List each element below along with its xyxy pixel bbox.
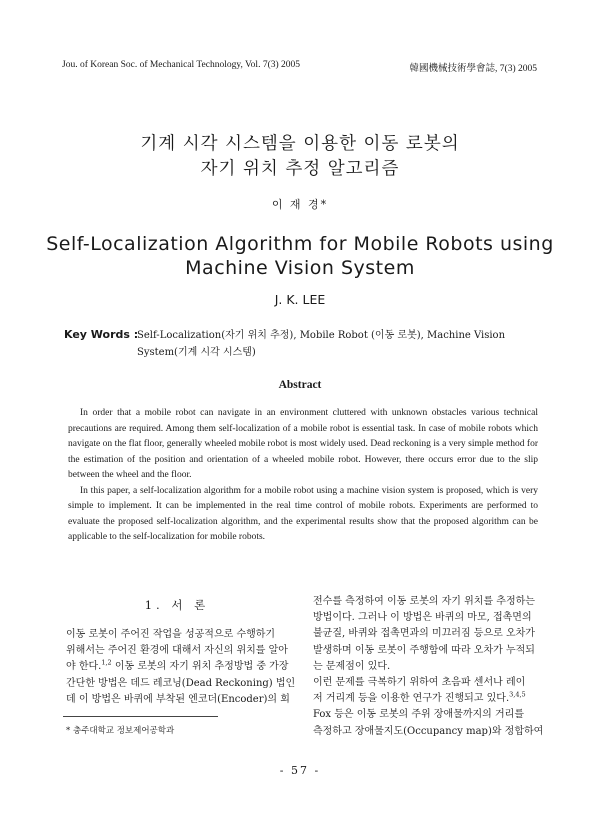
section-heading-introduction: 1. 서 론 (144, 598, 210, 612)
citation-ref: 3,4,5 (509, 690, 526, 699)
body-line: 불균질, 바퀴와 접촉면과의 미끄러짐 등으로 오차가 (313, 628, 535, 640)
title-korean-line-1: 기계 시각 시스템을 이용한 이동 로봇의 (140, 134, 460, 154)
abstract-paragraph: In order that a mobile robot can navigate in an environment cluttered with unknown obstacles various technical precautions are required. Among them self-localization of a mobile robot is essential task. In case of mobile robots which navigate on the flat floor, generally wheeled mobile robot is most widely used. Dead reckoning is a very simple method for the estimation of the position and orientation of a wheeled mobile robot. However, there occurs error due to the slip between the wheel and the floor. (68, 408, 538, 480)
body-line: 는 문제점이 있다. (313, 660, 391, 672)
body-line: Fox 등은 이동 로봇의 주위 장애물까지의 거리를 (313, 709, 525, 721)
body-line: 방법이다. 그러나 이 방법은 바퀴의 마모, 접촉면의 (313, 612, 532, 624)
abstract-heading: Abstract (278, 379, 322, 391)
keywords-text (137, 327, 535, 361)
body-line (313, 691, 537, 707)
body-line: 간단한 방법은 데드 레코닝(Dead Reckoning) 법인 (66, 677, 296, 689)
author-english: J. K. LEE (274, 292, 326, 307)
body-line-text: 야 한다. (66, 661, 102, 673)
body-line: 이동 로봇이 주어진 작업을 성공적으로 수행하기 (66, 629, 276, 640)
author-korean: 이 재 경* (271, 198, 329, 211)
body-line (66, 659, 290, 675)
page-number: - 57 - (279, 764, 321, 777)
body-column-right (313, 594, 544, 740)
title-english-line-2: Machine Vision System (185, 257, 415, 279)
body-line: 이런 문제를 극복하기 위하여 초음파 센서나 레이 (313, 677, 526, 689)
journal-header-right: 韓國機械技術學會誌, 7(3) 2005 (409, 64, 537, 74)
abstract-paragraph: In this paper, a self-localization algorithm for a mobile robot using a machine vision system is proposed, which is very simple to implement. It can be implemented in the real time control of mobile robots. Experiments are performed to evaluate the proposed self-localization algorithm, and the experimental results show that the proposed algorithm can be applicable to the self-localization for mobile robots. (68, 485, 538, 542)
body-line: 발생하며 이동 로봇이 주행함에 따라 오차가 누적되 (313, 644, 535, 656)
footnote-affiliation: * 충주대학교 정보제어공학과 (66, 726, 175, 736)
body-line: 데 이 방법은 바퀴에 부착된 엔코더(Encoder)의 회 (66, 693, 290, 705)
body-line: 전수를 측정하여 이동 로봇의 자기 위치를 추정하는 (313, 596, 535, 607)
journal-header-left: Jou. of Korean Soc. of Mechanical Technology, Vol. 7(3) 2005 (62, 60, 301, 70)
body-line: 측정하고 장애물지도(Occupancy map)와 정합하여 (313, 725, 544, 737)
citation-ref: 1,2 (101, 659, 112, 668)
body-line: 위해서는 주어진 환경에 대해서 자신의 위치를 알아 (66, 645, 288, 657)
abstract-body (68, 406, 538, 546)
keywords-line: Self-Localization(자기 위치 추정), Mobile Robot (이동 로봇), Machine Vision (137, 330, 506, 341)
footnote-rule (63, 716, 218, 717)
keywords-label: Key Words : (64, 328, 139, 341)
body-line-text: 저 거리계 등을 이용한 연구가 진행되고 있다. (313, 693, 510, 705)
body-line-text: 이동 로봇의 자기 위치 추정방법 중 가장 (111, 661, 289, 673)
title-korean-line-2: 자기 위치 추정 알고리즘 (200, 159, 400, 179)
body-column-left (66, 627, 296, 708)
title-english-line-1: Self-Localization Algorithm for Mobile Robots using (46, 233, 554, 255)
keywords-line: System(기계 시각 시스템) (137, 347, 256, 358)
